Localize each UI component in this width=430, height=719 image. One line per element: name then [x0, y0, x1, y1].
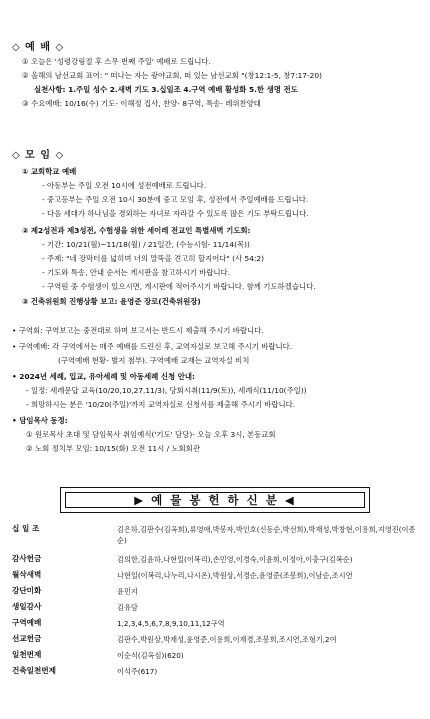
cell-worship-note: (구역예배 현황- 별지 첨부). 구역예배 교재는 교역자실 비치	[58, 356, 250, 365]
prayer-line-1: - 기간: 10/21(월)~11/18(월) / 21일간, (수능시험- 11/14(목))	[42, 240, 250, 249]
offering-label: 감사헌금	[12, 554, 42, 563]
offering-names: 김유담	[117, 603, 138, 612]
offering-names: 김의한,김윤하,나현일(이복리),손민영,이경숙,이윤희,이정아,이충구(김복순)	[117, 555, 353, 564]
worship-line-1: ① 오늘은 '성령강림절 후 스무 번째 주일' 예배로 드립니다.	[22, 57, 211, 66]
offering-names: 윤민지	[117, 587, 138, 596]
school-line-1: - 아동부는 주일 오전 10시에 성전예배로 드립니다.	[42, 181, 207, 190]
offering-label: 건축일천번제	[12, 666, 57, 675]
worship-section-title: ◇ 예 배 ◇	[12, 42, 65, 53]
offering-names: 김판수,박원상,박재성,윤영준,이용희,이재경,조봉희,조시연,조형기,2여	[117, 635, 337, 644]
committee-report: ③ 건축위원회 진행상황 보고: 윤영준 장로(건축위원장)	[22, 297, 201, 306]
worship-line-2b: 실천사항: 1.주일 성수 2.새벽 기도 3.십일조 4.구역 예배 활성화 5.한 생명 전도	[34, 85, 298, 94]
baptism-title: • 2024년 세례, 입교, 유아세례 및 아동세례 신청 안내:	[12, 372, 195, 381]
school-line-3: - 다음 세대가 하나님을 경외하는 자녀로 자라갈 수 있도록 많은 기도 부탁드립니다.	[42, 209, 309, 218]
cell-worship-notice: • 구역예배: 각 구역에서는 매주 예배를 드린신 후, 교역자실로 보고해 주시기 바랍니다.	[12, 342, 293, 351]
school-title: ① 교회학교 예배	[22, 167, 77, 176]
school-line-2: - 중고등부는 주일 오전 10시 30분에 중고 모임 후, 성전에서 주일예배를 드립니다.	[42, 195, 309, 204]
worship-line-2a: ② 올해의 남선교회 표어: " 떠나는 자는 광야교회, 떠 있는 남선교회 "(창12:1-5, 창7:17-20)	[22, 71, 322, 80]
offering-label: 일천번제	[12, 650, 42, 659]
offering-label: 선교헌금	[12, 634, 42, 643]
prayer-line-4: - 구역원 중 수험생이 있으시면, 게시판에 적어주시기 바랍니다. 함께 기도하겠습니다.	[42, 282, 316, 291]
prayer-title: ② 제2성전과 제3성전, 수험생을 위한 세이레 전교인 특별새벽 기도회:	[22, 226, 251, 235]
meeting-section-title: ◇ 모 임 ◇	[12, 150, 65, 161]
offering-label: 생일감사	[12, 602, 42, 611]
worship-line-3: ③ 수요예배: 10/16(수) 기도- 이해정 집사, 찬양- 8구역, 특송- 레위찬양대	[22, 99, 261, 108]
offering-label: 강단미화	[12, 586, 42, 595]
offering-names: 이석주(617)	[117, 667, 158, 676]
cell-report-notice: • 구역회: 구역보고는 중전대로 하며 보고서는 반드시 제출해 주시기 바랍니다.	[12, 326, 264, 335]
pastor-news-1: ① 원로목사 초대 및 담임목사 취임예식('기도' 담당)- 오늘 오후 3시, 본동교회	[26, 430, 276, 439]
offering-names: 1,2,3,4,5,6,7,8,9,10,11,12구역	[117, 619, 225, 628]
offering-label: 구역예배	[12, 618, 42, 627]
baptism-schedule: - 일정: 세례문답 교육(10/20,10,27,11/3), 당회시취(11/9(토)), 세례식(11/10(주일))	[26, 386, 307, 395]
offering-names: 이순식(김옥심)(620)	[117, 651, 184, 660]
prayer-line-3: - 기도와 특송, 안내 순서는 게시판을 참고하시기 바랍니다.	[42, 268, 231, 277]
prayer-line-2: - 주제: "네 장막터를 넓히며 너의 말뚝을 견고히 할지어다" (사 54:2)	[42, 254, 265, 263]
pastor-news-title: • 담임목사 동정:	[12, 416, 68, 425]
offering-label: 월삭새벽	[12, 570, 42, 579]
offering-names: 김은하,김판수(김옥희),류영애,박봉자,박인호(신동순,박선희),박재성,박창현,이용희,지영진(이종순)	[117, 525, 416, 546]
baptism-apply: - 희망하시는 분은 '10/20(주일)'까지 교역자실로 신청서를 제출해 주시기 바랍니다.	[26, 400, 296, 409]
pastor-news-2: ② 노회 정치부 모임: 10/15(화) 오전 11시 / 노회회관	[26, 444, 200, 453]
offering-names: 나현일(이복리,나누리,나시온),박원상,서경순,윤영준(조봉희),이남순,조시연	[117, 571, 353, 580]
offering-banner-title: ▶ 예 물 봉 헌 하 신 분 ◀	[65, 492, 365, 508]
offering-banner	[60, 487, 370, 513]
offering-label: 십 일 조	[12, 524, 40, 533]
